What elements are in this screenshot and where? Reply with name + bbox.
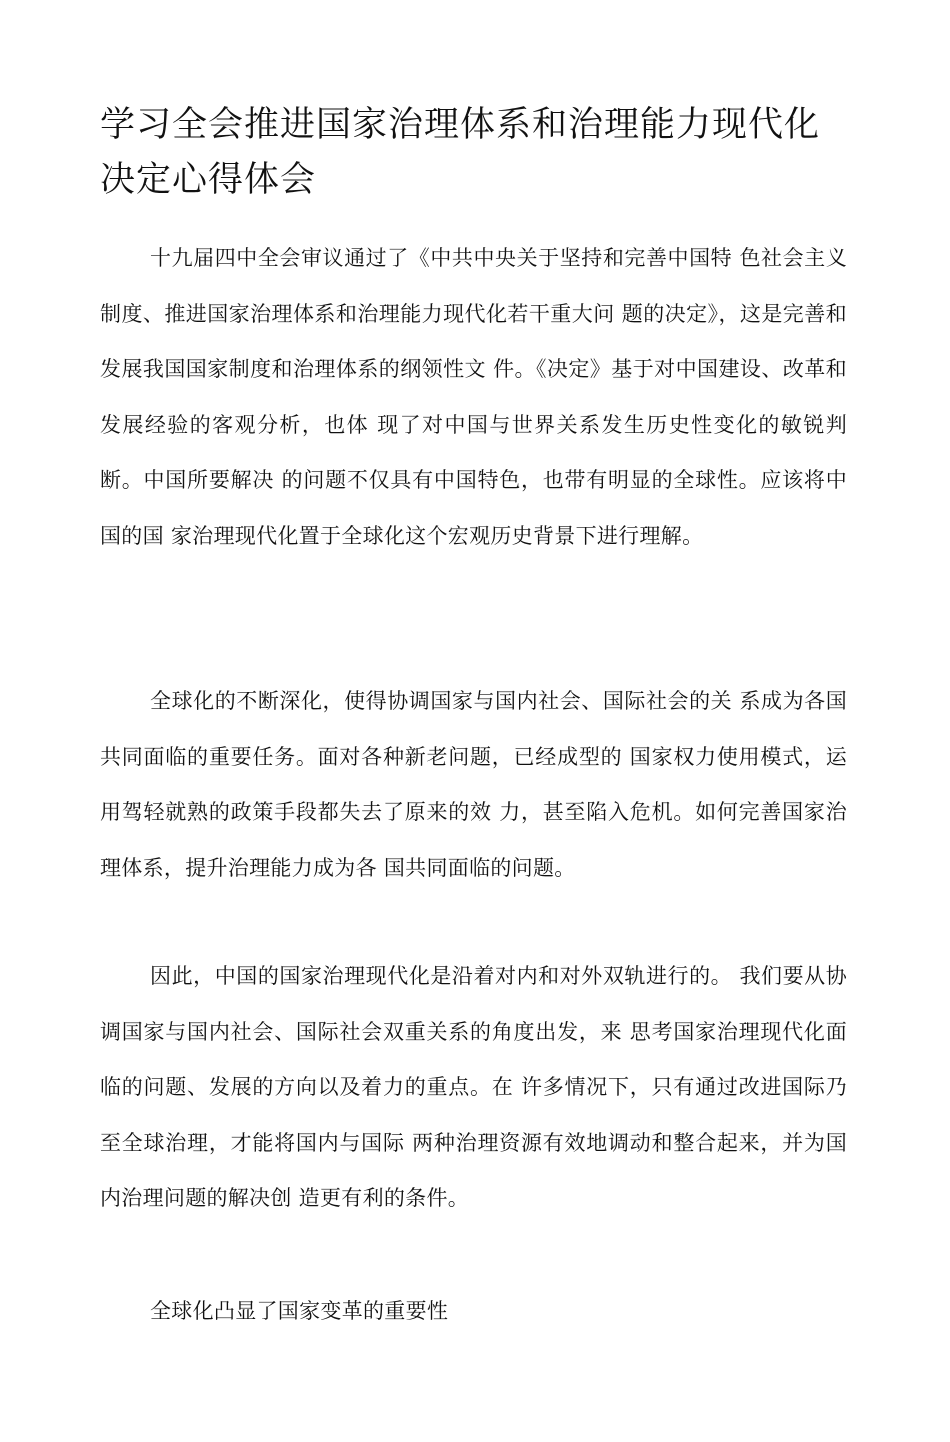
paragraph-3: 因此，中国的国家治理现代化是沿着对内和对外双轨进行的。 我们要从协调国家与国内社会、国际社会双重关系的角度出发，来 思考国家治理现代化面临的问题、发展的方向以及着力的重点。在 许多情况下，只有通过改进国际乃至全球治理，才能将国内与国际 两种治理资源有效地调动和整合起来，并为国内治理问题的解决创 造更有利的条件。: [100, 964, 847, 1211]
paragraph-2: 全球化的不断深化，使得协调国家与国内社会、国际社会的关 系成为各国共同面临的重要任务。面对各种新老问题，已经成型的 国家权力使用模式，运用驾轻就熟的政策手段都失去了原来的效 力，甚至陷入危机。如何完善国家治理体系，提升治理能力成为各 国共同面临的问题。: [100, 689, 847, 880]
paragraph-1: 十九届四中全会审议通过了《中共中央关于坚持和完善中国特 色社会主义制度、推进国家治理体系和治理能力现代化若干重大问 题的决定》，这是完善和发展我国国家制度和治理体系的纲领性文 件。《决定》基于对中国建设、改革和发展经验的客观分析，也体 现了对中国与世界关系发生历史性变化的敏锐判断。中国所要解决 的问题不仅具有中国特色，也带有明显的全球性。应该将中国的国 家治理现代化置于全球化这个宏观历史背景下进行理解。: [100, 246, 847, 548]
document-title: 学习全会推进国家治理体系和治理能力现代化决定心得体会: [100, 105, 821, 200]
section-heading: 全球化凸显了国家变革的重要性: [150, 1299, 449, 1323]
